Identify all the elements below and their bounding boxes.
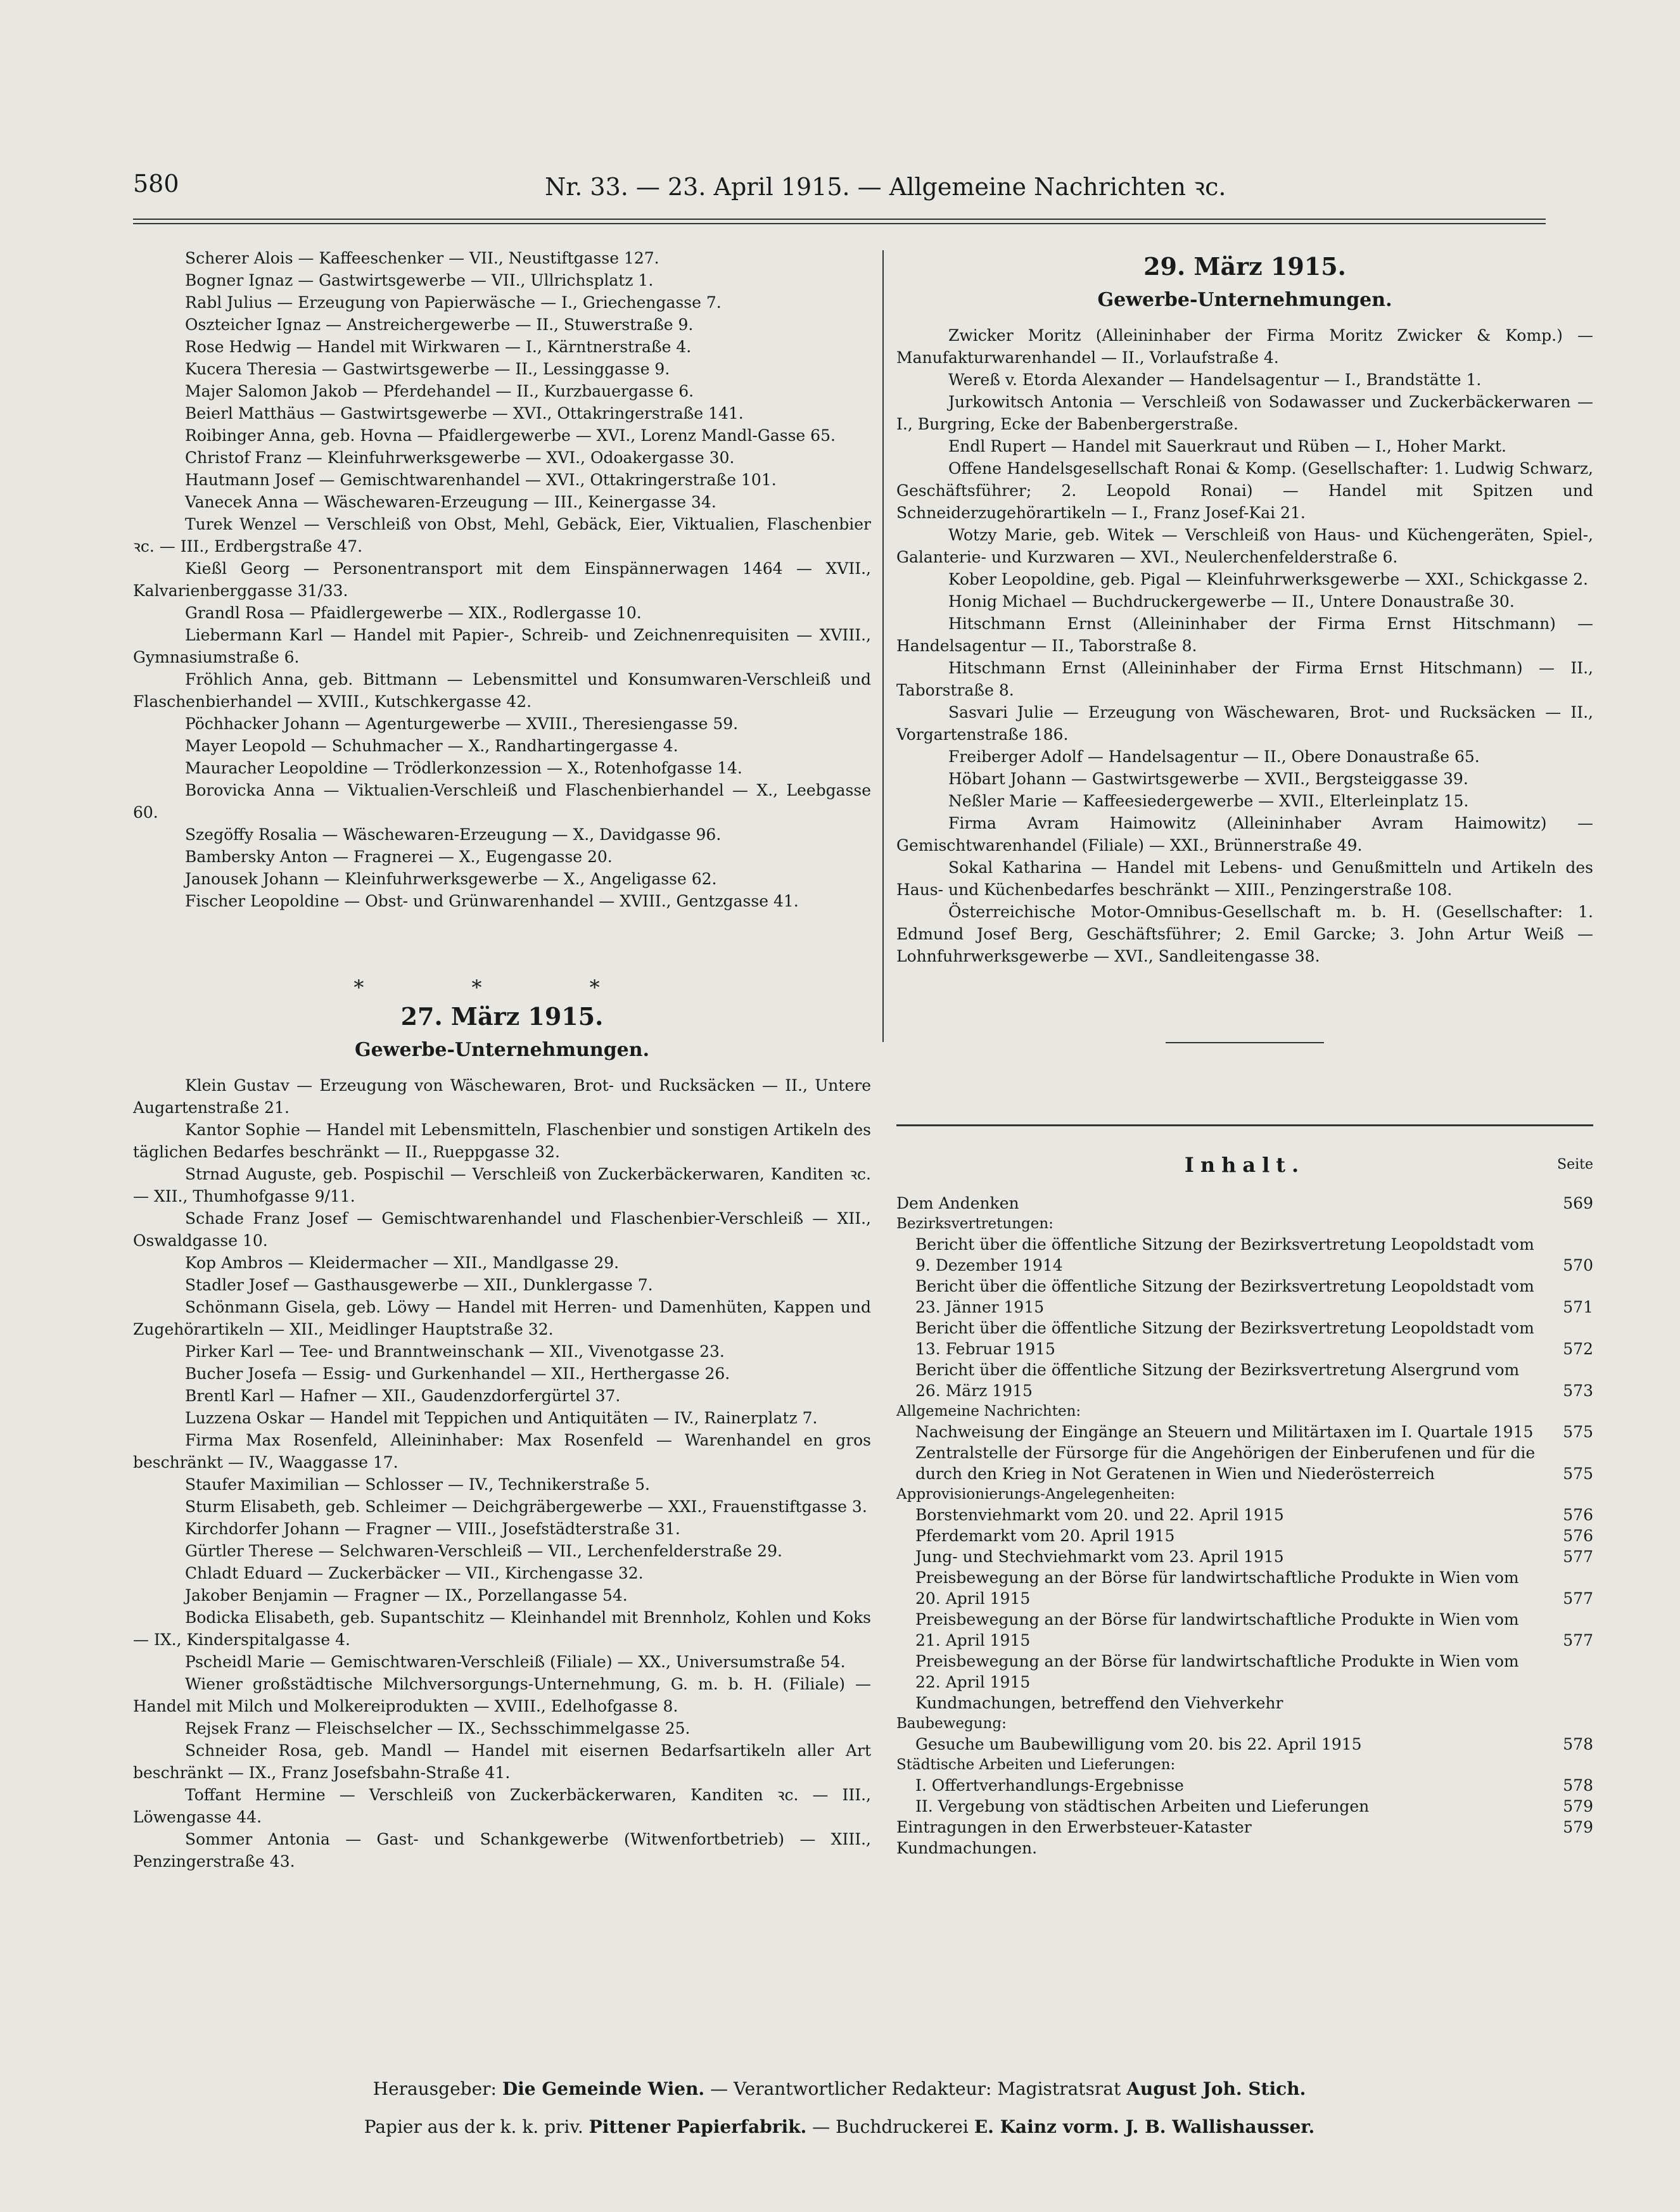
toc-row [896, 1651, 1593, 1693]
toc-label: Bericht über die öffentliche Sitzung der Bezirksvertretung Alsergrund vom 26. März 1915 [915, 1361, 1520, 1400]
register-entry: Höbart Johann — Gastwirtsgewerbe — XVII., Bergsteiggasse 39. [948, 770, 1468, 788]
page-number: 580 [133, 170, 179, 198]
toc-page-number: 576 [1563, 1506, 1593, 1524]
toc-row [896, 1734, 1593, 1755]
toc-row [896, 1609, 1593, 1651]
page-header [133, 170, 1546, 208]
register-entry: Strnad Auguste, geb. Pospischil — Verschleiß von Zuckerbäckerwaren, Kanditen ꝛc. — XII., Thumhofgasse 9/11. [133, 1165, 871, 1205]
toc-label: I. Offertverhandlungs-Ergebnisse [915, 1776, 1184, 1795]
register-entry: Bucher Josefa — Essig- und Gurkenhandel — XII., Herthergasse 26. [185, 1364, 730, 1383]
toc-row [896, 1817, 1593, 1838]
register-entry: Grandl Rosa — Pfaidlergewerbe — XIX., Rodlergasse 10. [185, 604, 642, 622]
register-entry: Pöchhacker Johann — Agenturgewerbe — XVIII., Theresiengasse 59. [185, 715, 739, 733]
register-entry: Liebermann Karl — Handel mit Papier-, Schreib- und Zeichnenrequisiten — XVIII., Gymnasiumstraße 6. [133, 626, 871, 666]
register-entry: Brentl Karl — Hafner — XII., Gaudenzdorfergürtel 37. [185, 1387, 621, 1405]
register-entry: Stadler Josef — Gasthausgewerbe — XII., Dunklergasse 7. [185, 1276, 653, 1294]
footer-paper: Pittener Papierfabrik. [589, 2116, 807, 2137]
toc-label: Zentralstelle der Fürsorge für die Angehörigen der Einberufenen und für die durch den Krieg in Not Geratenen in Wien und Niederösterreich [915, 1444, 1536, 1483]
register-entry: Gürtler Therese — Selchwaren-Verschleiß — VII., Lerchenfelderstraße 29. [185, 1542, 782, 1560]
toc-page-number: 579 [1563, 1818, 1593, 1836]
running-title: Nr. 33. — 23. April 1915. — Allgemeine Nachrichten ꝛc. [545, 173, 1226, 201]
section-asterisks: * * * [353, 976, 651, 1000]
seite-label: Seite [1557, 1157, 1593, 1173]
register-entry: Bambersky Anton — Fragnerei — X., Eugengasse 20. [185, 848, 613, 866]
toc-label: Bericht über die öffentliche Sitzung der Bezirksvertretung Leopoldstadt vom 9. Dezember 1914 [915, 1235, 1534, 1274]
register-entry: Majer Salomon Jakob — Pferdehandel — II., Kurzbauergasse 6. [185, 382, 694, 400]
register-entry: Jurkowitsch Antonia — Verschleiß von Sodawasser und Zuckerbäckerwaren — I., Burgring, Ecke der Babenbergerstraße. [896, 393, 1593, 433]
toc-page-number: 575 [1563, 1465, 1593, 1483]
toc-row [896, 1525, 1593, 1546]
section-date-27-maerz: 27. März 1915. [400, 1002, 604, 1031]
toc-category: Bezirksvertretungen: [896, 1216, 1053, 1232]
register-entry: Scherer Alois — Kaffeeschenker — VII., Neustiftgasse 127. [185, 249, 659, 267]
register-entry: Schade Franz Josef — Gemischtwarenhandel und Flaschenbier-Verschleiß — XII., Oswaldgasse 10. [133, 1209, 871, 1250]
section-date-29-maerz: 29. März 1915. [1143, 252, 1346, 281]
register-entry: Klein Gustav — Erzeugung von Wäschewaren, Brot- und Rucksäcken — II., Untere Augartenstraße 21. [133, 1076, 871, 1117]
toc-row [896, 1504, 1593, 1525]
register-entry: Bodicka Elisabeth, geb. Supantschitz — Kleinhandel mit Brennholz, Kohlen und Koks — IX., Kinderspitalgasse 4. [133, 1608, 871, 1649]
register-entry: Toffant Hermine — Verschleiß von Zuckerbäckerwaren, Kanditen ꝛc. — III., Löwengasse 44. [133, 1786, 871, 1826]
toc-page-number: 578 [1563, 1735, 1593, 1753]
toc-category: Baubewegung: [896, 1715, 1007, 1732]
right-entries [896, 324, 1593, 967]
toc-page-number: 571 [1563, 1298, 1593, 1316]
register-entry: Fischer Leopoldine — Obst- und Grünwarenhandel — XVIII., Gentzgasse 41. [185, 892, 799, 910]
toc-label: Kundmachungen. [896, 1839, 1038, 1857]
toc-row [896, 1838, 1593, 1859]
register-entry: Szegöffy Rosalia — Wäschewaren-Erzeugung — X., Davidgasse 96. [185, 825, 722, 844]
register-entry: Wiener großstädtische Milchversorgungs-Unternehmung, G. m. b. H. (Filiale) — Handel mit Milch und Molkereiprodukten — XVIII., Edelhofgasse 8. [133, 1675, 871, 1715]
inhalt-title: Inhalt. [1184, 1153, 1306, 1177]
register-entry: Luzzena Oskar — Handel mit Teppichen und Antiquitäten — IV., Rainerplatz 7. [185, 1409, 818, 1427]
toc-page-number: 575 [1563, 1423, 1593, 1441]
register-entry: Bogner Ignaz — Gastwirtsgewerbe — VII., Ullrichsplatz 1. [185, 271, 654, 289]
register-entry: Schneider Rosa, geb. Mandl — Handel mit eisernen Bedarfsartikeln aller Art beschränkt — IX., Franz Josefsbahn-Straße 41. [133, 1741, 871, 1782]
register-entry: Turek Wenzel — Verschleiß von Obst, Mehl, Gebäck, Eier, Viktualien, Flaschenbier ꝛc. — III., Erdbergstraße 47. [133, 515, 871, 556]
register-entry: Christof Franz — Kleinfuhrwerksgewerbe — XVI., Odoakergasse 30. [185, 448, 735, 467]
register-entry: Oszteicher Ignaz — Anstreichergewerbe — II., Stuwerstraße 9. [185, 315, 694, 334]
toc-page-number: 579 [1563, 1797, 1593, 1815]
register-entry: Jakober Benjamin — Fragner — IX., Porzellangasse 54. [185, 1586, 628, 1605]
register-entry: Pirker Karl — Tee- und Branntweinschank — XII., Vivenotgasse 23. [185, 1342, 725, 1361]
toc-row [896, 1546, 1593, 1567]
footer-paper-prefix: Papier aus der k. k. priv. [364, 2116, 583, 2137]
toc-page-number: 573 [1563, 1382, 1593, 1400]
footer-line-printer [133, 2114, 1546, 2140]
register-entry: Roibinger Anna, geb. Hovna — Pfaidlergewerbe — XVI., Lorenz Mandl-Gasse 65. [185, 426, 836, 445]
register-entry: Mayer Leopold — Schuhmacher — X., Randhartingergasse 4. [185, 737, 678, 755]
register-entry: Sokal Katharina — Handel mit Lebens- und Genußmitteln und Artikeln des Haus- und Küchenbedarfes beschränkt — XIII., Penzingerstraße 108. [896, 858, 1593, 899]
footer-publisher: Die Gemeinde Wien. [502, 2078, 705, 2099]
toc-label: Bericht über die öffentliche Sitzung der Bezirksvertretung Leopoldstadt vom 23. Jänner 1915 [915, 1277, 1534, 1316]
footer-printer-prefix: — Buchdruckerei [812, 2116, 969, 2137]
table-of-contents [896, 1193, 1593, 1859]
register-entry: Staufer Maximilian — Schlosser — IV., Technikerstraße 5. [185, 1475, 650, 1494]
register-entry: Hitschmann Ernst (Alleininhaber der Firma Ernst Hitschmann) — II., Taborstraße 8. [896, 659, 1593, 699]
register-entry: Endl Rupert — Handel mit Sauerkraut und Rüben — I., Hoher Markt. [948, 437, 1506, 455]
toc-page-number: 569 [1563, 1194, 1593, 1212]
toc-label: Preisbewegung an der Börse für landwirtschaftliche Produkte in Wien vom 21. April 1915 [915, 1610, 1519, 1649]
register-entry: Zwicker Moritz (Alleininhaber der Firma Moritz Zwicker & Komp.) — Manufakturwarenhandel — II., Vorlaufstraße 4. [896, 326, 1593, 367]
section-subtitle: Gewerbe-Unternehmungen. [1097, 289, 1392, 311]
register-entry: Sommer Antonia — Gast- und Schankgewerbe (Witwenfortbetrieb) — XIII., Penzingerstraße 43. [133, 1830, 871, 1871]
toc-label: II. Vergebung von städtischen Arbeiten und Lieferungen [915, 1797, 1370, 1815]
register-entry: Hitschmann Ernst (Alleininhaber der Firma Ernst Hitschmann) — Handelsagentur — II., Taborstraße 8. [896, 614, 1593, 655]
register-entry: Janousek Johann — Kleinfuhrwerksgewerbe — X., Angeligasse 62. [185, 870, 717, 888]
toc-row [896, 1775, 1593, 1796]
toc-page-number: 577 [1563, 1589, 1593, 1608]
toc-label: Dem Andenken [896, 1194, 1019, 1212]
register-entry: Chladt Eduard — Zuckerbäcker — VII., Kirchengasse 32. [185, 1564, 644, 1582]
left-column [133, 247, 871, 1872]
toc-row [896, 1796, 1593, 1817]
toc-row [896, 1567, 1593, 1609]
toc-label: Preisbewegung an der Börse für landwirtschaftliche Produkte in Wien vom 22. April 1915 [915, 1652, 1519, 1691]
section-subtitle: Gewerbe-Unternehmungen. [354, 1039, 650, 1061]
register-entry: Hautmann Josef — Gemischtwarenhandel — XVI., Ottakringerstraße 101. [185, 471, 777, 489]
toc-label: Eintragungen in den Erwerbsteuer-Kataster [896, 1818, 1252, 1836]
toc-page-number: 578 [1563, 1776, 1593, 1795]
right-column [896, 247, 1593, 1859]
toc-page-number: 577 [1563, 1548, 1593, 1566]
toc-category: Approvisionierungs-Angelegenheiten: [896, 1486, 1176, 1503]
left-section-entries [133, 1074, 871, 1872]
register-entry: Beierl Matthäus — Gastwirtsgewerbe — XVI., Ottakringerstraße 141. [185, 404, 744, 423]
register-entry: Pscheidl Marie — Gemischtwaren-Verschleiß (Filiale) — XX., Universumstraße 54. [185, 1653, 846, 1671]
toc-row [896, 1193, 1593, 1214]
footer-publisher-prefix: Herausgeber: [372, 2078, 497, 2099]
inhalt-header [896, 1153, 1593, 1188]
toc-label: Pferdemarkt vom 20. April 1915 [915, 1527, 1175, 1545]
toc-page-number: 570 [1563, 1256, 1593, 1274]
register-entry: Sturm Elisabeth, geb. Schleimer — Deichgräbergewerbe — XXI., Frauenstiftgasse 3. [185, 1497, 867, 1516]
register-entry: Rejsek Franz — Fleischselcher — IX., Sechsschimmelgasse 25. [185, 1719, 690, 1738]
register-entry: Wereß v. Etorda Alexander — Handelsagentur — I., Brandstätte 1. [948, 371, 1482, 389]
register-entry: Sasvari Julie — Erzeugung von Wäschewaren, Brot- und Rucksäcken — II., Vorgartenstraße 186. [896, 703, 1593, 744]
page-footer [133, 2076, 1546, 2152]
footer-editor: August Joh. Stich. [1126, 2078, 1306, 2099]
register-entry: Kop Ambros — Kleidermacher — XII., Mandlgasse 29. [185, 1254, 620, 1272]
toc-row [896, 1693, 1593, 1713]
footer-printer: E. Kainz vorm. J. B. Wallishausser. [974, 2116, 1315, 2137]
toc-row [896, 1318, 1593, 1359]
toc-category: Städtische Arbeiten und Lieferungen: [896, 1757, 1176, 1773]
register-entry: Freiberger Adolf — Handelsagentur — II., Obere Donaustraße 65. [948, 747, 1480, 766]
register-entry: Rose Hedwig — Handel mit Wirkwaren — I., Kärntnerstraße 4. [185, 338, 692, 356]
toc-label: Gesuche um Baubewilligung vom 20. bis 22. April 1915 [915, 1735, 1362, 1753]
toc-page-number: 576 [1563, 1527, 1593, 1545]
toc-label: Nachweisung der Eingänge an Steuern und Militärtaxen im I. Quartale 1915 [915, 1423, 1534, 1441]
register-entry: Kober Leopoldine, geb. Pigal — Kleinfuhrwerksgewerbe — XXI., Schickgasse 2. [948, 570, 1588, 588]
toc-page-number: 572 [1563, 1340, 1593, 1358]
register-entry: Wotzy Marie, geb. Witek — Verschleiß von Haus- und Küchengeräten, Spiel-, Galanterie- und Kurzwaren — XVI., Neulerchenfelderstraße 6. [896, 526, 1593, 566]
toc-row [896, 1276, 1593, 1318]
footer-line-publisher [133, 2076, 1546, 2102]
toc-row [896, 1442, 1593, 1484]
header-rule [133, 219, 1546, 224]
register-entry: Kirchdorfer Johann — Fragner — VIII., Josefstädterstraße 31. [185, 1520, 680, 1538]
register-entry: Schönmann Gisela, geb. Löwy — Handel mit Herren- und Damenhüten, Kappen und Zugehörartikeln — XII., Meidlinger Hauptstraße 32. [133, 1298, 871, 1338]
toc-row [896, 1421, 1593, 1442]
toc-label: Bericht über die öffentliche Sitzung der Bezirksvertretung Leopoldstadt vom 13. Februar 1915 [915, 1319, 1534, 1358]
register-entry: Vanecek Anna — Wäschewaren-Erzeugung — III., Keinergasse 34. [185, 493, 716, 511]
register-entry: Borovicka Anna — Viktualien-Verschleiß und Flaschenbierhandel — X., Leebgasse 60. [133, 781, 871, 822]
register-entry: Kucera Theresia — Gastwirtsgewerbe — II., Lessinggasse 9. [185, 360, 670, 378]
register-entry: Mauracher Leopoldine — Trödlerkonzession — X., Rotenhofgasse 14. [185, 759, 742, 777]
register-entry: Offene Handelsgesellschaft Ronai & Komp. (Gesellschafter: 1. Ludwig Schwarz, Geschäftsführer; 2. Leopold Ronai) — Handel mit Spitzen und Schneiderzugehörartikeln — I., Franz Josef-Kai 21. [896, 459, 1593, 522]
toc-row [896, 1234, 1593, 1276]
register-entry: Kießl Georg — Personentransport mit dem Einspännerwagen 1464 — XVII., Kalvarienberggasse 31/33. [133, 559, 871, 600]
register-entry: Neßler Marie — Kaffeesiedergewerbe — XVII., Elterleinplatz 15. [948, 792, 1469, 810]
register-entry: Österreichische Motor-Omnibus-Gesellschaft m. b. H. (Gesellschafter: 1. Edmund Josef Berg, Geschäftsführer; 2. Emil Garcke; 3. John Artur Weiß — Lohnfuhrwerksgewerbe — XVI., Sandleitengasse 38. [896, 903, 1593, 965]
register-entry: Firma Max Rosenfeld, Alleininhaber: Max Rosenfeld — Warenhandel en gros beschränkt — IV., Waaggasse 17. [133, 1431, 871, 1471]
toc-label: Borstenviehmarkt vom 20. und 22. April 1915 [915, 1506, 1284, 1524]
register-entry: Fröhlich Anna, geb. Bittmann — Lebensmittel und Konsumwaren-Verschleiß und Flaschenbierhandel — XVIII., Kutschkergasse 42. [133, 670, 871, 711]
register-entry: Rabl Julius — Erzeugung von Papierwäsche — I., Griechengasse 7. [185, 293, 722, 312]
toc-row [896, 1359, 1593, 1401]
toc-label: Preisbewegung an der Börse für landwirtschaftliche Produkte in Wien vom 20. April 1915 [915, 1568, 1519, 1608]
toc-category: Allgemeine Nachrichten: [896, 1403, 1081, 1420]
register-entry: Firma Avram Haimowitz (Alleininhaber Avram Haimowitz) — Gemischtwarenhandel (Filiale) — XXI., Brünnerstraße 49. [896, 814, 1593, 855]
footer-editor-prefix: — Verantwortlicher Redakteur: Magistratsrat [710, 2078, 1121, 2099]
register-entry: Honig Michael — Buchdruckergewerbe — II., Untere Donaustraße 30. [948, 592, 1515, 611]
left-entries [133, 247, 871, 912]
toc-page-number: 577 [1563, 1631, 1593, 1649]
toc-label: Jung- und Stechviehmarkt vom 23. April 1915 [915, 1548, 1284, 1566]
column-divider [882, 250, 884, 1042]
register-entry: Kantor Sophie — Handel mit Lebensmitteln, Flaschenbier und sonstigen Artikeln des täglichen Bedarfes beschränkt — II., Rueppgasse 32. [133, 1121, 871, 1161]
toc-label: Kundmachungen, betreffend den Viehverkehr [915, 1694, 1283, 1712]
